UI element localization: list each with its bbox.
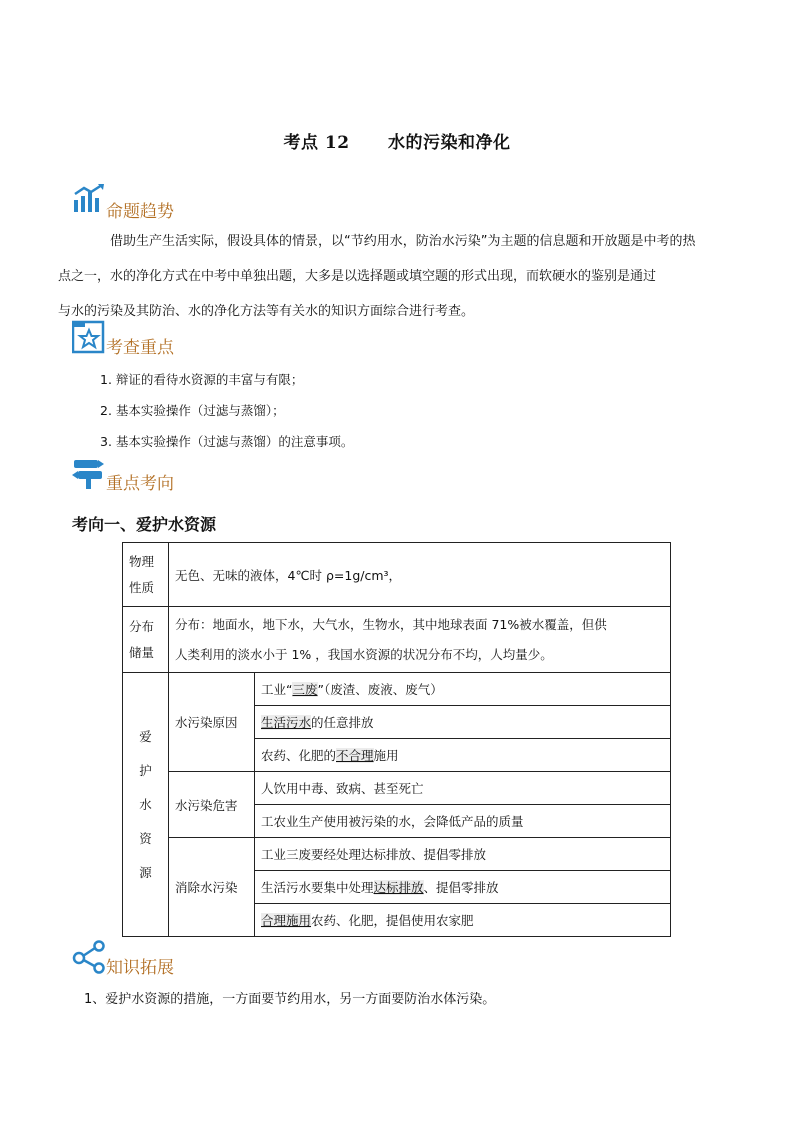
focus-item: 1. 辩证的看待水资源的丰富与有限；	[100, 372, 304, 387]
physical-content: 无色、无味的液体，4℃时 ρ=1g/cm³，	[169, 543, 671, 607]
label-char: 爱	[139, 728, 152, 744]
focus-item: 2. 基本实验操作（过滤与蒸馏）；	[100, 403, 285, 418]
label-line: 储量	[129, 644, 155, 660]
paragraph-line: 与水的污染及其防治、水的净化方法等有关水的知识方面综合进行考查。	[58, 304, 475, 319]
section-heading-label: 重点考向	[106, 474, 174, 494]
label-char: 资	[139, 830, 152, 846]
trend-paragraph	[58, 224, 724, 329]
row-label-physical	[123, 543, 169, 607]
section-heading-label: 命题趋势	[106, 202, 174, 222]
highlight-text: 不合理	[336, 748, 374, 763]
text: 施用	[373, 748, 399, 763]
label-char: 源	[139, 864, 152, 880]
harms-label: 水污染危害	[169, 772, 255, 838]
focus-item: 3. 基本实验操作（过滤与蒸馏）的注意事项。	[100, 434, 354, 449]
elimination-label: 消除水污染	[169, 838, 255, 937]
label-line: 分布	[129, 618, 155, 634]
section-heading-direction	[72, 456, 372, 496]
section-heading-label: 知识拓展	[106, 958, 174, 978]
distribution-content	[169, 607, 671, 673]
share-nodes-icon	[72, 940, 106, 974]
page-title: 考点 12 水的污染和净化	[283, 133, 511, 153]
section-heading-trend	[72, 184, 372, 224]
row-label-protect	[123, 673, 169, 937]
text: 农药、化肥的	[261, 748, 337, 763]
highlight-text: 达标排放	[373, 880, 424, 895]
text: ”（废渣、废液、废气）	[317, 682, 443, 697]
section-heading-extension	[72, 940, 372, 980]
causes-label: 水污染原因	[169, 673, 255, 772]
label-char: 护	[139, 762, 152, 778]
section-heading-label: 考查重点	[106, 338, 174, 358]
row-label-distribution	[123, 607, 169, 673]
table-row	[123, 772, 671, 805]
highlight-text: 合理施用	[261, 913, 312, 928]
table-row	[123, 673, 671, 706]
text: 、提倡零排放	[423, 880, 499, 895]
text: 的任意排放	[311, 715, 374, 730]
text: 工业“	[261, 682, 293, 697]
elimination-item: 工业三废要经处理达标排放、提倡零排放	[255, 838, 671, 871]
cause-item	[255, 739, 671, 772]
paragraph-line: 借助生产生活实际，假设具体的情景，以“节约用水，防治水污染”为主题的信息题和开放题是中考的热	[110, 234, 696, 249]
star-folder-icon	[72, 320, 106, 354]
extension-text: 1、爱护水资源的措施，一方面要节约用水，另一方面要防治水体污染。	[84, 992, 496, 1007]
cause-item	[255, 706, 671, 739]
bar-chart-icon	[72, 184, 106, 218]
label-line: 性质	[129, 579, 155, 595]
paragraph-line: 点之一，水的净化方式在中考中单独出题，大多是以选择题或填空题的形式出现，而软硬水的鉴别是通过	[58, 269, 657, 284]
table-row	[123, 543, 671, 607]
signpost-icon	[72, 456, 106, 490]
harm-item: 工农业生产使用被污染的水，会降低产品的质量	[255, 805, 671, 838]
table-row	[123, 838, 671, 871]
highlight-text: 生活污水	[261, 715, 312, 730]
highlight-text: 三废	[292, 682, 318, 697]
direction-subheading: 考向一、爱护水资源	[72, 515, 217, 534]
text: 生活污水要集中处理	[261, 880, 374, 895]
table-row	[123, 607, 671, 673]
label-line: 物理	[129, 553, 155, 569]
content-line: 人类利用的淡水小于 1% ，我国水资源的状况分布不均，人均量少。	[175, 646, 553, 662]
water-resources-table	[122, 542, 671, 937]
text: 农药、化肥，提倡使用农家肥	[311, 913, 474, 928]
section-heading-focus	[72, 320, 372, 360]
elimination-item	[255, 871, 671, 904]
elimination-item	[255, 904, 671, 937]
content-line: 分布：地面水，地下水，大气水，生物水，其中地球表面 71%被水覆盖，但供	[175, 616, 607, 632]
label-char: 水	[139, 796, 152, 812]
cause-item	[255, 673, 671, 706]
harm-item: 人饮用中毒、致病、甚至死亡	[255, 772, 671, 805]
